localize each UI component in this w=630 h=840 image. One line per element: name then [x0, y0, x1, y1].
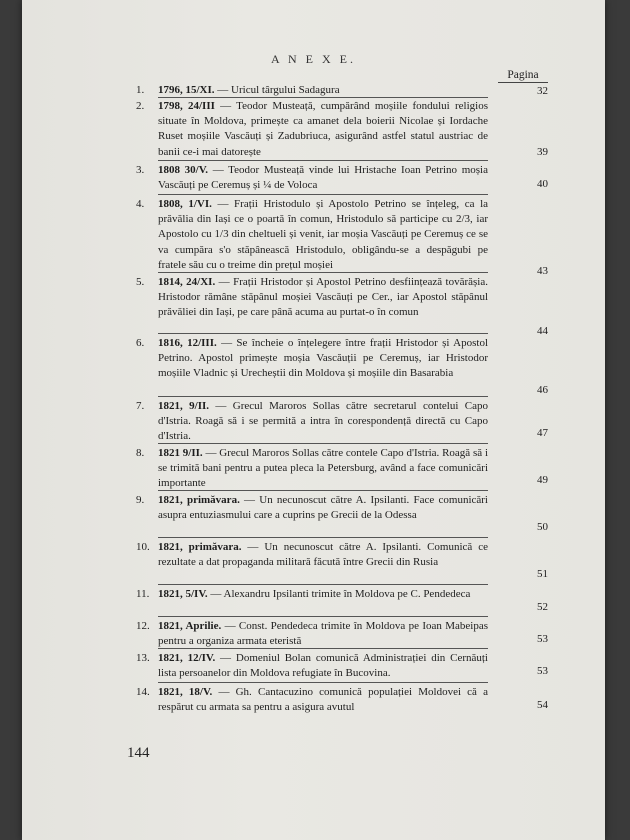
entry-number: 11.: [136, 588, 150, 600]
entry-date: 1816, 12/III.: [158, 337, 217, 349]
entry-page: 54: [537, 699, 548, 711]
entry-page: 49: [537, 474, 548, 486]
entry-divider: [158, 537, 488, 538]
entry-text: [158, 399, 488, 445]
entry-page: 53: [537, 633, 548, 645]
document-page: [22, 0, 605, 840]
entry-divider: [158, 682, 488, 683]
section-title: A N E X E.: [271, 52, 356, 66]
entry-divider: [158, 648, 488, 649]
entry-date: 1808 30/V.: [158, 164, 209, 176]
entry-date: 1821, primăvara.: [158, 541, 242, 553]
entry-page: 51: [537, 568, 548, 580]
entry-page: 47: [537, 427, 548, 439]
entry-page: 53: [537, 665, 548, 677]
page-column-header: Pagina: [498, 69, 548, 83]
entry-text: [158, 651, 488, 681]
entry-number: 2.: [136, 100, 145, 112]
entry-divider: [158, 443, 488, 444]
entry-text: [158, 83, 488, 98]
entry-number: 4.: [136, 198, 145, 210]
entry-date: 1814, 24/XI.: [158, 276, 216, 288]
entry-text: [158, 163, 488, 193]
entry-text: [158, 197, 488, 273]
entry-description: — Uricul târgului Sadagura: [214, 84, 340, 96]
entry-description: — Alexandru Ipsilanti trimite în Moldova pe C. Pendedeca: [207, 588, 471, 600]
entry-divider: [158, 396, 488, 397]
entry-date: 1821, 18/V.: [158, 686, 213, 698]
entry-page: 44: [537, 325, 548, 337]
entry-date: 1796, 15/XI.: [158, 84, 215, 96]
entry-number: 3.: [136, 164, 145, 176]
entry-text: [158, 587, 488, 602]
entry-page: 50: [537, 521, 548, 533]
entry-description: — Grecul Maroros Sollas către contele Capo d'Istria. Roagă să i se trimită bani pentru a putea pleca la Petersburg, având a face comunicări importante: [158, 447, 488, 490]
entry-number: 7.: [136, 400, 145, 412]
entry-date: 1821, 12/IV.: [158, 652, 216, 664]
entry-date: 1821, 9/II.: [158, 400, 210, 412]
entry-text: [158, 99, 488, 160]
entry-number: 6.: [136, 337, 145, 349]
entry-number: 8.: [136, 447, 145, 459]
entry-number: 14.: [136, 686, 150, 698]
entry-text: [158, 275, 488, 321]
entry-page: 43: [537, 265, 548, 277]
entry-number: 13.: [136, 652, 150, 664]
page-number: 144: [127, 745, 150, 761]
entry-description: — Frații Hristodulo și Apostolo Petrino se înțeleg, ca la prăvălia din Iași ce o poartă în comun, Hristodulo să participe cu 2/3, iar Apostolo cu 1/3 din cheltueli și venit, iar moșia Vascăuți pe Ceremuș ce se va cumpăra s'o stăpânească Hristodulo, obligându-se a despăgubi pe fratele său cu o treime din prețul moșiei: [158, 198, 489, 271]
entry-number: 5.: [136, 276, 145, 288]
entry-description: — Const. Pendedeca trimite în Moldova pe Ioan Mabeipas pentru a organiza armata eteristă: [158, 620, 489, 648]
entry-date: 1821, Aprilie.: [158, 620, 222, 632]
entry-divider: [158, 584, 488, 585]
entry-text: [158, 336, 488, 382]
entry-description: — Frații Hristodor și Apostol Petrino desființează tovărășia. Hristodor rămâne stăpânul moșiei Vascăuți pe Cer., iar Apostol stăpânul prăvăliei din Iași, pe care până acuma au purtat-o în comun: [158, 276, 488, 319]
entry-page: 46: [537, 384, 548, 396]
entry-divider: [158, 490, 488, 491]
entry-divider: [158, 616, 488, 617]
entry-page: 40: [537, 178, 548, 190]
entry-description: — Grecul Maroros Sollas către secretarul contelui Capo d'Istria. Roagă să i se permită a intra în corespondență directă cu Capo d'Istria.: [158, 400, 488, 443]
entry-description: — Un necunoscut către A. Ipsilanti. Comunică ce rezultate a dat propaganda militară făcută între Grecii din Rusia: [158, 541, 488, 569]
entry-divider: [158, 333, 488, 334]
entry-date: 1808, 1/VI.: [158, 198, 212, 210]
entry-page: 32: [537, 85, 548, 97]
entry-text: [158, 446, 488, 492]
entry-description: — Gh. Cantacuzino comunică populației Moldovei că a respărut cu armata sa pentru a asigura avutul: [158, 686, 488, 714]
entry-text: [158, 493, 488, 523]
entry-divider: [158, 160, 488, 161]
entry-page: 52: [537, 601, 548, 613]
entry-number: 1.: [136, 84, 145, 96]
entry-text: [158, 619, 488, 649]
entry-text: [158, 540, 488, 570]
entry-text: [158, 685, 488, 715]
entry-description: — Teodor Musteață, cumpărând moșiile fondului religios situate în Moldova, primește ca amanet dela boierii Nicolae și Iordache Ruset moșiile Vascăuți și Zadubriuca, asigurând astfel statul austriac de banii ce-i mai datorește: [158, 100, 488, 158]
entry-description: — Domeniul Bolan comunică Administrației din Cernăuți lista persoanelor din Moldova refugiate în Bucovina.: [158, 652, 488, 680]
entry-date: 1798, 24/III: [158, 100, 215, 112]
entry-divider: [158, 194, 488, 195]
entry-description: — Teodor Musteață vinde lui Hristache Ioan Petrino moșia Vascăuți pe Ceremuș și ¼ de Voloca: [158, 164, 488, 192]
entry-date: 1821, primăvara.: [158, 494, 240, 506]
entry-divider: [158, 97, 488, 98]
entry-date: 1821 9/II.: [158, 447, 203, 459]
entry-divider: [158, 272, 488, 273]
entry-number: 9.: [136, 494, 145, 506]
entry-description: — Se încheie o înțelegere între frații Hristodor și Apostol Petrino. Apostol primește moșia Vascăuții pe Ceremuș, iar Hristodor moșiile Vladnic și Urecheștii din Moldova și moșiile din Basarabia: [158, 337, 489, 380]
entry-date: 1821, 5/IV.: [158, 588, 208, 600]
entry-description: — Un necunoscut către A. Ipsilanti. Face comunicări asupra entuziasmului care a cuprins pe Grecii de la Odessa: [158, 494, 488, 522]
entry-number: 12.: [136, 620, 150, 632]
entry-page: 39: [537, 146, 548, 158]
entry-number: 10.: [136, 541, 150, 553]
